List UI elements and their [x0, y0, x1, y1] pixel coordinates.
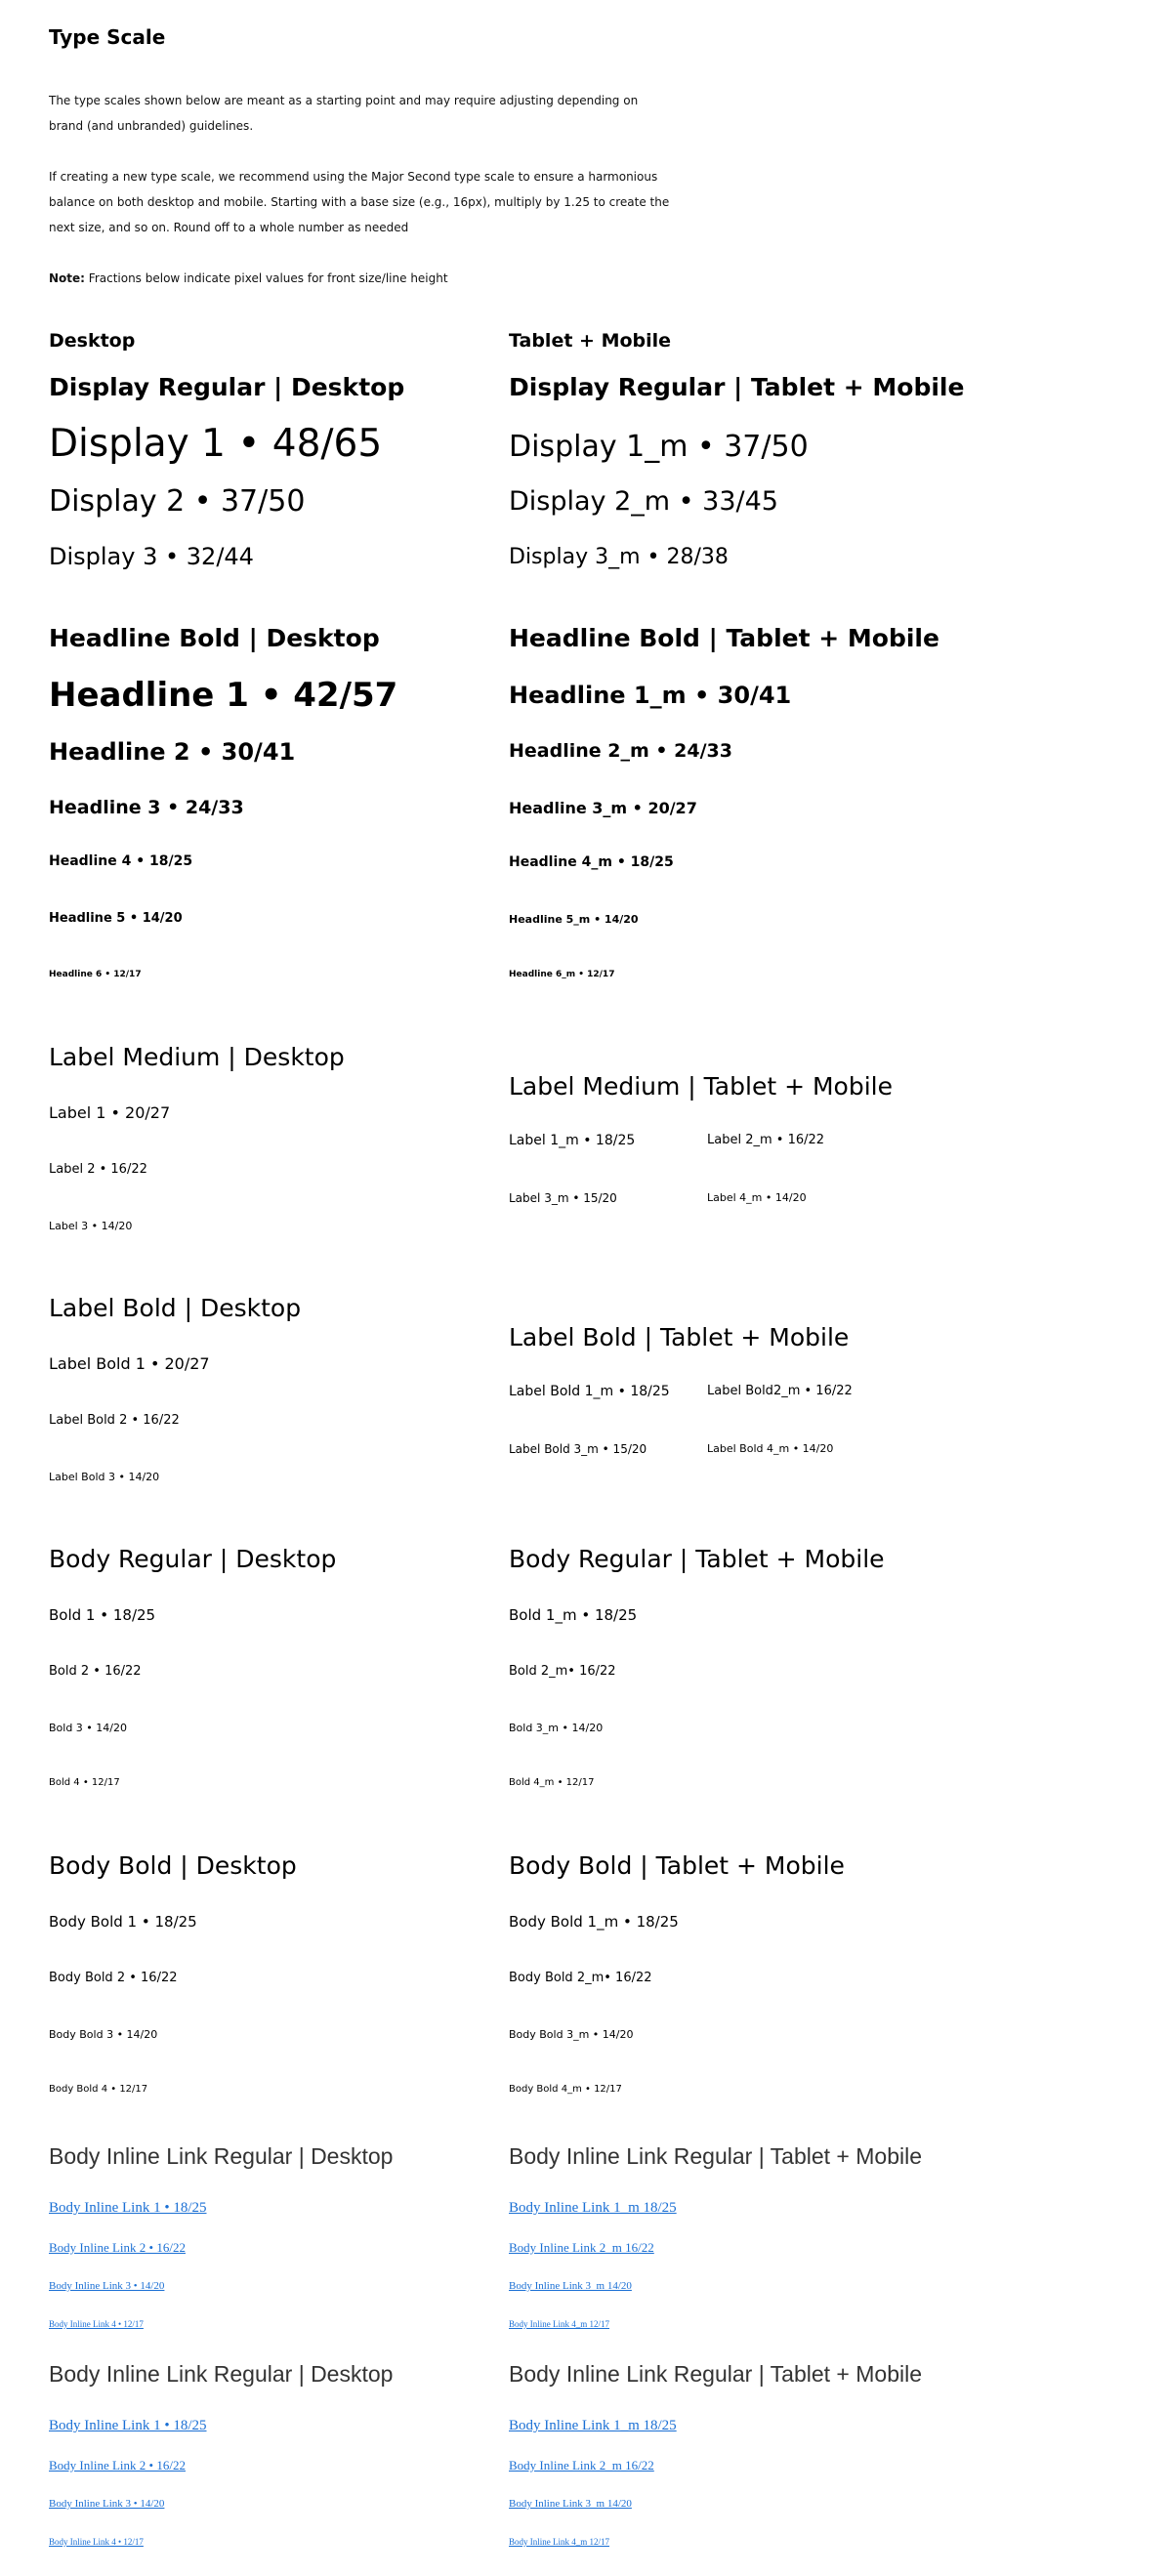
type-sample: Headline 4 • 18/25: [49, 853, 193, 869]
section-header: Label Bold | Tablet + Mobile: [509, 1323, 850, 1351]
type-sample: Headline 5 • 14/20: [49, 911, 183, 926]
type-sample: Display 2_m • 33/45: [509, 486, 778, 517]
column-header-mobile: Tablet + Mobile: [509, 330, 672, 352]
type-sample: Headline 3_m • 20/27: [509, 799, 697, 817]
inline-link[interactable]: Body Inline Link 1 • 18/25: [49, 2200, 207, 2216]
page-title: Type Scale: [49, 25, 166, 49]
type-sample: Label Bold 3_m • 15/20: [509, 1442, 647, 1456]
inline-link[interactable]: Body Inline Link 2 • 16/22: [49, 2458, 186, 2472]
type-sample: Label 1 • 20/27: [49, 1103, 171, 1122]
section-header: Body Bold | Tablet + Mobile: [509, 1851, 845, 1880]
type-sample: Display 1 • 48/65: [49, 422, 383, 466]
type-sample: Headline 2_m • 24/33: [509, 740, 732, 762]
type-sample: Label 3_m • 15/20: [509, 1191, 617, 1205]
type-sample: Body Bold 3_m • 14/20: [509, 2028, 634, 2041]
type-sample: Label 4_m • 14/20: [707, 1191, 807, 1204]
inline-link[interactable]: Body Inline Link 4_m 12/17: [509, 2319, 609, 2329]
intro-paragraph: If creating a new type scale, we recommend using the Major Second type scale to ensure a harmonious balance on both desktop and mobile. Starting with a base size (e.g., 16px), multiply by 1.25 to create the next size, and so on. Round off to a whole number as needed: [49, 170, 670, 234]
inline-link[interactable]: Body Inline Link 1 • 18/25: [49, 2418, 207, 2433]
section-header: Headline Bold | Desktop: [49, 624, 380, 652]
section-header: Label Bold | Desktop: [49, 1294, 302, 1322]
type-sample: Body Bold 4 • 12/17: [49, 2084, 148, 2095]
note-label: Note:: [49, 271, 85, 285]
type-sample: Body Bold 4_m • 12/17: [509, 2084, 622, 2095]
type-sample: Body Bold 3 • 14/20: [49, 2028, 158, 2041]
section-header: Label Medium | Tablet + Mobile: [509, 1072, 893, 1101]
inline-link[interactable]: Body Inline Link 3_m 14/20: [509, 2498, 632, 2510]
type-sample: Display 2 • 37/50: [49, 484, 306, 519]
type-sample: Bold 3_m • 14/20: [509, 1722, 604, 1734]
type-sample: Headline 5_m • 14/20: [509, 913, 639, 926]
type-sample: Body Bold 2_m• 16/22: [509, 1971, 652, 1985]
type-sample: Body Bold 1_m • 18/25: [509, 1913, 679, 1931]
type-sample: Bold 1 • 18/25: [49, 1606, 156, 1624]
type-sample: Label Bold 3 • 14/20: [49, 1471, 160, 1483]
inline-link[interactable]: Body Inline Link 3 • 14/20: [49, 2498, 165, 2510]
type-sample: Headline 2 • 30/41: [49, 738, 296, 766]
inline-link[interactable]: Body Inline Link 3_m 14/20: [509, 2280, 632, 2292]
type-sample: Bold 4 • 12/17: [49, 1777, 120, 1788]
type-sample: Label Bold 1 • 20/27: [49, 1354, 210, 1373]
section-header: Body Regular | Tablet + Mobile: [509, 1545, 885, 1573]
section-header: Body Bold | Desktop: [49, 1851, 297, 1880]
section-header: Body Inline Link Regular | Tablet + Mobile: [509, 2361, 922, 2387]
section-header: Display Regular | Tablet + Mobile: [509, 373, 965, 401]
inline-link[interactable]: Body Inline Link 4 • 12/17: [49, 2537, 144, 2547]
type-sample: Headline 1_m • 30/41: [509, 682, 792, 709]
section-header: Body Regular | Desktop: [49, 1545, 337, 1573]
type-sample: Bold 2_m• 16/22: [509, 1664, 616, 1679]
type-sample: Headline 3 • 24/33: [49, 797, 244, 818]
type-sample: Headline 1 • 42/57: [49, 676, 398, 715]
type-sample: Display 3_m • 28/38: [509, 545, 729, 569]
section-header: Label Medium | Desktop: [49, 1043, 345, 1071]
inline-link[interactable]: Body Inline Link 4_m 12/17: [509, 2537, 609, 2547]
type-sample: Body Bold 2 • 16/22: [49, 1971, 178, 1985]
type-sample: Headline 6 • 12/17: [49, 970, 142, 979]
type-sample: Label Bold2_m • 16/22: [707, 1384, 853, 1398]
type-sample: Headline 4_m • 18/25: [509, 854, 674, 870]
type-sample: Label 2_m • 16/22: [707, 1133, 825, 1147]
note-text: Fractions below indicate pixel values for front size/line height: [84, 271, 448, 285]
type-sample: Headline 6_m • 12/17: [509, 970, 615, 979]
section-header: Headline Bold | Tablet + Mobile: [509, 624, 939, 652]
column-header-desktop: Desktop: [49, 330, 136, 352]
intro-paragraph: The type scales shown below are meant as a starting point and may require adjusting depending on brand (and unbranded) guidelines.: [49, 94, 639, 133]
type-sample: Bold 3 • 14/20: [49, 1722, 127, 1734]
section-header: Display Regular | Desktop: [49, 373, 405, 401]
type-sample: Display 1_m • 37/50: [509, 430, 809, 464]
inline-link[interactable]: Body Inline Link 2_m 16/22: [509, 2458, 654, 2472]
inline-link[interactable]: Body Inline Link 4 • 12/17: [49, 2319, 144, 2329]
type-sample: Label 3 • 14/20: [49, 1220, 133, 1232]
type-sample: Label 2 • 16/22: [49, 1162, 147, 1177]
inline-link[interactable]: Body Inline Link 2 • 16/22: [49, 2240, 186, 2255]
note: [49, 266, 674, 291]
type-sample: Label Bold 4_m • 14/20: [707, 1442, 834, 1455]
type-sample: Label Bold 1_m • 18/25: [509, 1384, 670, 1399]
section-header: Body Inline Link Regular | Desktop: [49, 2361, 394, 2387]
type-sample: Label 1_m • 18/25: [509, 1133, 636, 1148]
section-header: Body Inline Link Regular | Tablet + Mobile: [509, 2143, 922, 2169]
type-sample: Body Bold 1 • 18/25: [49, 1913, 197, 1931]
type-sample: Bold 1_m • 18/25: [509, 1606, 638, 1624]
type-sample: Display 3 • 32/44: [49, 543, 254, 570]
type-sample: Label Bold 2 • 16/22: [49, 1413, 180, 1428]
section-header: Body Inline Link Regular | Desktop: [49, 2143, 394, 2169]
type-sample: Bold 4_m • 12/17: [509, 1777, 595, 1788]
type-sample: Bold 2 • 16/22: [49, 1664, 142, 1679]
inline-link[interactable]: Body Inline Link 2_m 16/22: [509, 2240, 654, 2255]
inline-link[interactable]: Body Inline Link 1_m 18/25: [509, 2418, 677, 2433]
inline-link[interactable]: Body Inline Link 1_m 18/25: [509, 2200, 677, 2216]
inline-link[interactable]: Body Inline Link 3 • 14/20: [49, 2280, 165, 2292]
